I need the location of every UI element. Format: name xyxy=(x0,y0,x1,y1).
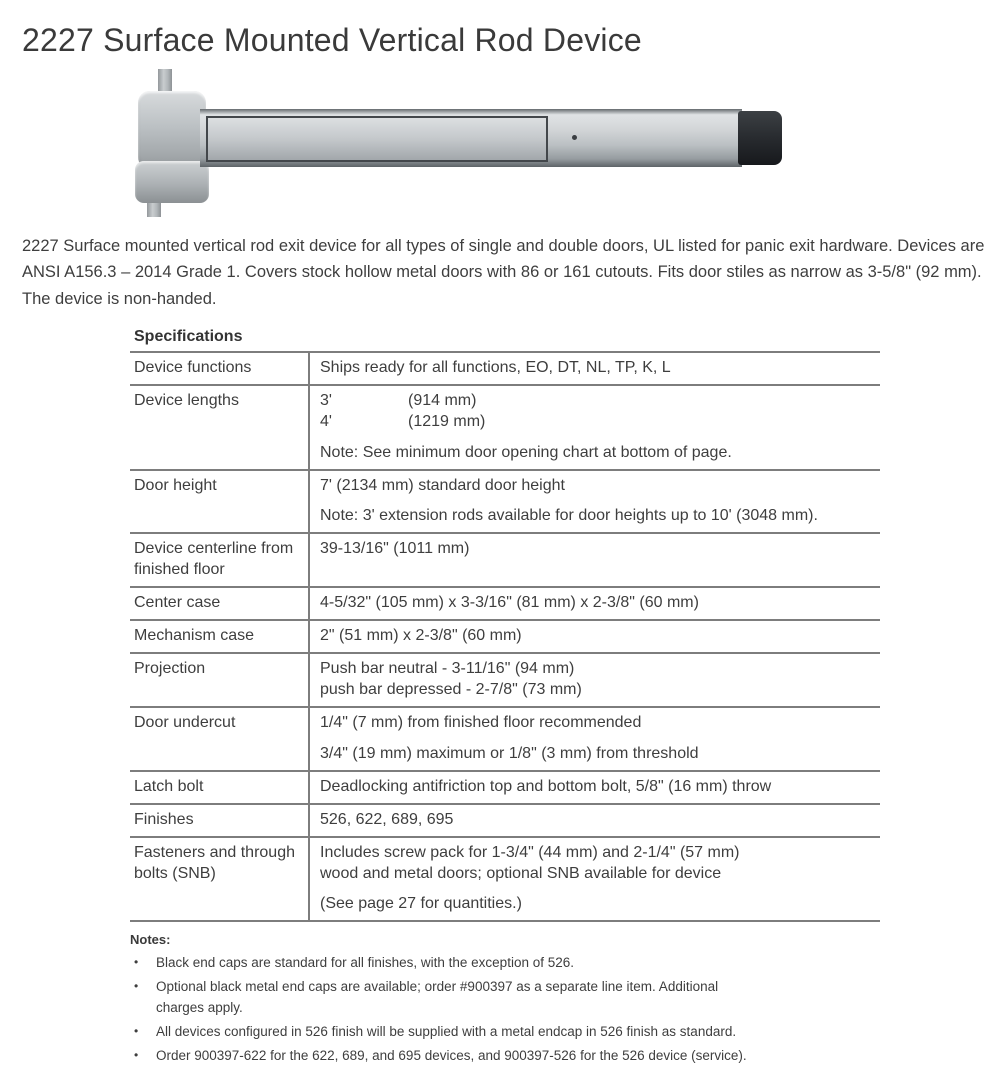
spec-label-finishes: Finishes xyxy=(134,810,194,828)
spec-row-finishes xyxy=(130,804,880,837)
note-item xyxy=(130,977,1000,1019)
note-item xyxy=(130,1022,1000,1043)
spec-row-door-height xyxy=(130,470,880,533)
device-head-base xyxy=(135,161,209,203)
note-text-line: All devices configured in 526 finish will be supplied with a metal endcap in 526 finish as standard. xyxy=(156,1024,737,1040)
note-item xyxy=(130,1046,1000,1067)
spec-label-device-centerline: Device centerline from finished floor xyxy=(134,539,294,578)
spec-row-fasteners xyxy=(130,837,880,921)
spec-value-latch-bolt: Deadlocking antifriction top and bottom bolt, 5/8" (16 mm) throw xyxy=(320,777,772,795)
note-text-line: Order 900397-622 for the 622, 689, and 695 devices, and 900397-526 for the 526 device (service). xyxy=(156,1047,747,1063)
spec-row-mechanism-case xyxy=(130,620,880,653)
note-text-line: Optional black metal end caps are available; order #900397 as a separate line item. Additional xyxy=(156,979,719,995)
device-length-mm: (1219 mm) xyxy=(408,413,486,431)
note-text-line: Black end caps are standard for all finishes, with the exception of 526. xyxy=(156,955,574,971)
specifications-section xyxy=(130,328,1000,922)
notes-section xyxy=(130,932,1000,1090)
specifications-heading: Specifications xyxy=(134,328,243,346)
bullet-icon: • xyxy=(134,1024,139,1039)
spec-value-door-undercut-recommended: 1/4" (7 mm) from finished floor recommended xyxy=(320,714,642,732)
spec-label-door-height: Door height xyxy=(134,476,217,494)
spec-value-projection-depressed: push bar depressed - 2-7/8" (73 mm) xyxy=(320,681,582,699)
spec-value-finishes: 526, 622, 689, 695 xyxy=(320,810,454,828)
spec-row-latch-bolt xyxy=(130,771,880,804)
spec-value-door-height: 7' (2134 mm) standard door height xyxy=(320,476,565,494)
spec-value-fasteners-line2: wood and metal doors; optional SNB available for device xyxy=(320,865,722,883)
device-length-option xyxy=(320,390,872,411)
spec-row-device-lengths xyxy=(130,385,880,469)
spec-label-latch-bolt: Latch bolt xyxy=(134,777,204,795)
spec-label-door-undercut: Door undercut xyxy=(134,714,236,732)
device-length-size: 4' xyxy=(320,413,332,431)
spec-row-device-centerline xyxy=(130,533,880,587)
spec-label-mechanism-case: Mechanism case xyxy=(134,627,255,645)
bullet-icon: • xyxy=(134,1047,139,1062)
spec-row-center-case xyxy=(130,587,880,620)
spec-row-projection xyxy=(130,653,880,707)
spec-label-fasteners: Fasteners and through bolts (SNB) xyxy=(134,843,295,883)
spec-value-fasteners-see-page: (See page 27 for quantities.) xyxy=(320,895,522,913)
note-item xyxy=(130,953,1000,974)
device-length-option xyxy=(320,411,872,432)
door-height-note: Note: 3' extension rods available for door heights up to 10' (3048 mm). xyxy=(320,506,818,524)
spec-label-center-case: Center case xyxy=(134,594,221,612)
spec-value-fasteners-line1: Includes screw pack for 1-3/4" (44 mm) and 2-1/4" (57 mm) xyxy=(320,843,740,861)
product-image xyxy=(120,69,820,219)
device-length-size: 3' xyxy=(320,392,332,410)
mounting-screw-dot xyxy=(572,135,577,140)
spec-row-device-functions xyxy=(130,352,880,385)
bullet-icon: • xyxy=(134,955,139,970)
spec-value-device-functions: Ships ready for all functions, EO, DT, NL, TP, K, L xyxy=(320,359,671,377)
spec-label-device-lengths: Device lengths xyxy=(134,392,239,410)
page-title: 2227 Surface Mounted Vertical Rod Device xyxy=(22,22,642,58)
notes-heading: Notes: xyxy=(130,932,171,948)
device-lengths-note: Note: See minimum door opening chart at bottom of page. xyxy=(320,443,732,461)
end-cap xyxy=(738,111,782,165)
spec-row-door-undercut xyxy=(130,707,880,770)
spec-value-projection-neutral: Push bar neutral - 3-11/16" (94 mm) xyxy=(320,660,575,678)
specifications-table xyxy=(130,351,880,922)
spec-label-projection: Projection xyxy=(134,660,206,678)
spec-value-door-undercut-maximum: 3/4" (19 mm) maximum or 1/8" (3 mm) from threshold xyxy=(320,744,699,762)
spec-value-mechanism-case: 2" (51 mm) x 2-3/8" (60 mm) xyxy=(320,627,522,645)
device-length-mm: (914 mm) xyxy=(408,392,477,410)
spec-value-center-case: 4-5/32" (105 mm) x 3-3/16" (81 mm) x 2-3/8" (60 mm) xyxy=(320,594,699,612)
push-pad xyxy=(206,116,548,162)
spec-label-device-functions: Device functions xyxy=(134,359,252,377)
device-head-case xyxy=(138,91,206,169)
note-text-line: charges apply. xyxy=(156,1000,243,1016)
product-description: 2227 Surface mounted vertical rod exit device for all types of single and double doors, UL listed for panic exit hardware. Devices are ANSI A156.3 – 2014 Grade 1. Covers stock hollow metal doors with 86 or 161 cutouts. Fits door stiles as narrow as 3-5/8" (92 mm). The device is non-handed. xyxy=(22,237,985,308)
spec-value-device-centerline: 39-13/16" (1011 mm) xyxy=(320,539,470,557)
bullet-icon: • xyxy=(134,979,139,994)
